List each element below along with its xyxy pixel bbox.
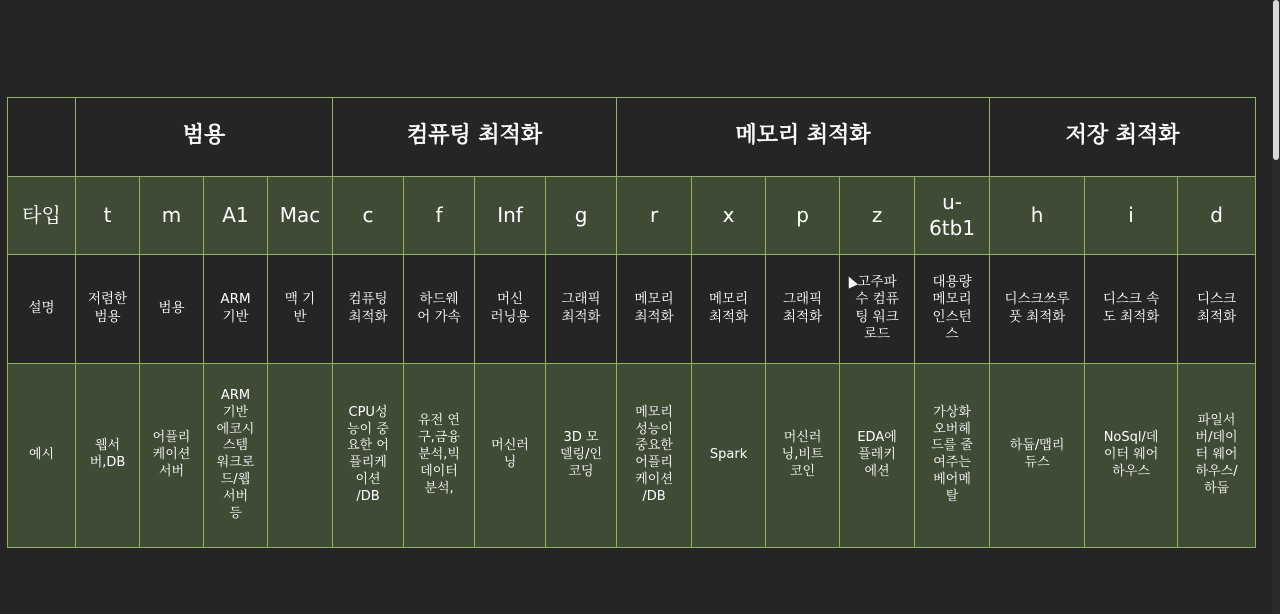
- example-cell: NoSql/데 이터 웨어 하우스: [1085, 363, 1178, 547]
- example-cell: [268, 363, 333, 547]
- description-cell: 하드웨 어 가속: [404, 255, 475, 364]
- type-cell: d: [1178, 176, 1256, 255]
- description-cell: 디스크쓰루 풋 최적화: [990, 255, 1085, 364]
- type-cell: t: [76, 176, 140, 255]
- example-cell: ARM 기반 에코시 스템 워크로 드/웹 서버 등: [204, 363, 268, 547]
- example-cell: 머신러 닝: [475, 363, 546, 547]
- type-row-header: 타입: [8, 176, 76, 255]
- type-cell: x: [692, 176, 766, 255]
- description-cell: 머신 러닝용: [475, 255, 546, 364]
- type-cell: u- 6tb1: [915, 176, 990, 255]
- type-cell: g: [546, 176, 617, 255]
- example-cell: Spark: [692, 363, 766, 547]
- example-row: [8, 363, 1256, 547]
- type-cell: r: [617, 176, 692, 255]
- example-cell: 웹서 버,DB: [76, 363, 140, 547]
- type-row: [8, 176, 1256, 255]
- type-cell: h: [990, 176, 1085, 255]
- type-cell: p: [766, 176, 840, 255]
- type-cell: i: [1085, 176, 1178, 255]
- group-compute-optimized: 컴퓨팅 최적화: [333, 98, 617, 177]
- type-cell: z: [840, 176, 915, 255]
- type-cell: Mac: [268, 176, 333, 255]
- type-cell: c: [333, 176, 404, 255]
- corner-cell: [8, 98, 76, 177]
- description-cell: 그래픽 최적화: [766, 255, 840, 364]
- vertical-scrollbar[interactable]: [1272, 0, 1280, 614]
- description-cell: 저렴한 범용: [76, 255, 140, 364]
- example-row-header: 예시: [8, 363, 76, 547]
- description-cell: 대용량 메모리 인스턴 스: [915, 255, 990, 364]
- example-cell: 머신러 닝,비트 코인: [766, 363, 840, 547]
- category-header-row: [8, 98, 1256, 177]
- description-cell: 메모리 최적화: [692, 255, 766, 364]
- description-cell: 범용: [140, 255, 204, 364]
- example-cell: CPU성 능이 중 요한 어 플리케 이션 /DB: [333, 363, 404, 547]
- example-cell: 3D 모 델링/인 코딩: [546, 363, 617, 547]
- example-cell: 파일서 버/데이 터 웨어 하우스/ 하둡: [1178, 363, 1256, 547]
- type-cell: m: [140, 176, 204, 255]
- description-cell: 컴퓨팅 최적화: [333, 255, 404, 364]
- example-cell: 유전 연 구,금융 분석,빅 데이터 분석,: [404, 363, 475, 547]
- example-cell: 가상화 오버헤 드를 줄 여주는 베어메 탈: [915, 363, 990, 547]
- description-row: [8, 255, 1256, 364]
- description-cell: 그래픽 최적화: [546, 255, 617, 364]
- group-storage-optimized: 저장 최적화: [990, 98, 1256, 177]
- scrollbar-thumb[interactable]: [1273, 0, 1279, 160]
- description-cell: ARM 기반: [204, 255, 268, 364]
- type-cell: A1: [204, 176, 268, 255]
- instance-type-table: [7, 97, 1256, 548]
- description-cell: 디스크 최적화: [1178, 255, 1256, 364]
- group-memory-optimized: 메모리 최적화: [617, 98, 990, 177]
- description-cell: 고주파 수 컴퓨 팅 워크 로드: [840, 255, 915, 364]
- description-cell: 메모리 최적화: [617, 255, 692, 364]
- type-cell: Inf: [475, 176, 546, 255]
- type-cell: f: [404, 176, 475, 255]
- example-cell: 어플리 케이션 서버: [140, 363, 204, 547]
- example-cell: EDA에 플레키 에션: [840, 363, 915, 547]
- example-cell: 하둡/맵리 듀스: [990, 363, 1085, 547]
- example-cell: 메모리 성능이 중요한 어플리 케이션 /DB: [617, 363, 692, 547]
- group-general-purpose: 범용: [76, 98, 333, 177]
- description-cell: 맥 기 반: [268, 255, 333, 364]
- description-row-header: 설명: [8, 255, 76, 364]
- description-cell: 디스크 속 도 최적화: [1085, 255, 1178, 364]
